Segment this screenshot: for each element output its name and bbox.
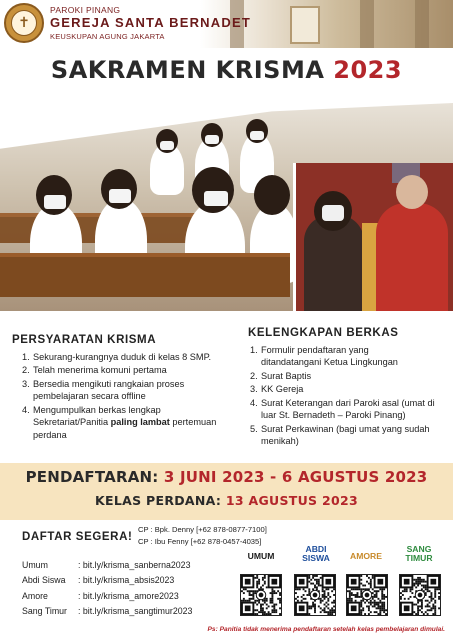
list-item: 3. Bersedia mengikuti rangkaian proses pembelajaran secara offline xyxy=(22,378,185,402)
list-item: 4. Mengumpulkan berkas lengkap Sekretariat/Panitia paling lambat pertemuan perdana xyxy=(22,404,217,440)
link-amore[interactable]: : bit.ly/krisma_amore2023 xyxy=(78,590,179,601)
page-title xyxy=(0,56,453,84)
list-item: 1. Sekurang-kurangnya duduk di kelas 8 SMP. xyxy=(22,352,212,362)
qr-label-umum: UMUM xyxy=(247,551,275,561)
link-umum[interactable]: : bit.ly/krisma_sanberna2023 xyxy=(78,559,191,570)
registration-period: PENDAFTARAN: 3 JUNI 2023 - 6 AGUSTUS 2023 xyxy=(25,468,428,486)
qr-label-amore: AMORE xyxy=(350,551,382,561)
kelengkapan-list xyxy=(250,344,448,448)
registration-links xyxy=(22,557,192,619)
title-main: SAKRAMEN KRISMA xyxy=(50,56,325,84)
church-name: GEREJA SANTA BERNADET xyxy=(50,15,251,30)
register-now-heading: DAFTAR SEGERA! xyxy=(22,531,133,543)
list-item: 1. Formulir pendaftaran yang ditandatangani Ketua Lingkungan xyxy=(250,345,398,368)
link-abdi-siswa[interactable]: : bit.ly/krisma_absis2023 xyxy=(78,575,175,586)
qr-code-abdi-siswa[interactable] xyxy=(294,574,336,616)
bishop-anointing-photo xyxy=(293,163,453,311)
contact-person-2: CP : Ibu Fenny [+62 878-0457-4035] xyxy=(138,537,262,546)
archdiocese-name: KEUSKUPAN AGUNG JAKARTA xyxy=(50,32,165,41)
qr-code-sang-timur[interactable] xyxy=(399,574,441,616)
link-sang-timur[interactable]: : bit.ly/krisma_sangtimur2023 xyxy=(78,606,193,617)
title-year: 2023 xyxy=(333,56,403,84)
qr-code-umum[interactable] xyxy=(240,574,282,616)
list-item: 2. Telah menerima komuni pertama xyxy=(22,365,167,376)
persyaratan-list xyxy=(22,351,237,442)
contact-person-1: CP : Bpk. Denny [+62 878-0877-7100] xyxy=(138,525,267,534)
qr-label-abdi-siswa: ABDI SISWA xyxy=(302,544,330,564)
first-class-date: KELAS PERDANA: 13 AGUSTUS 2023 xyxy=(95,493,358,508)
list-item: 3. KK Gereja xyxy=(250,384,304,395)
list-item: 2. Surat Baptis xyxy=(250,370,312,381)
parish-name: PAROKI PINANG xyxy=(50,5,121,15)
qr-label-sang-timur: SANG TIMUR xyxy=(405,544,433,564)
header-banner xyxy=(0,0,453,48)
registration-dates: 3 JUNI 2023 - 6 AGUSTUS 2023 xyxy=(163,468,428,486)
qr-code-amore[interactable] xyxy=(346,574,388,616)
link-row-umum: Umum : bit.ly/krisma_sanberna2023 xyxy=(22,559,191,570)
list-item: 5. Surat Perkawinan (bagi umat yang sudah menikah) xyxy=(250,423,430,446)
link-row-amore: Amore : bit.ly/krisma_amore2023 xyxy=(22,590,179,601)
footnote: Ps: Panitia tidak menerima pendaftaran setelah kelas pembelajaran dimulai. xyxy=(207,626,445,633)
link-row-sang-timur: Sang Timur : bit.ly/krisma_sangtimur2023 xyxy=(22,606,193,617)
list-item: 4. Surat Keterangan dari Paroki asal (umat di luar St. Bernadeth – Paroki Pinang) xyxy=(250,397,435,421)
link-row-abdi-siswa: Abdi Siswa : bit.ly/krisma_absis2023 xyxy=(22,575,175,586)
kelengkapan-heading: KELENGKAPAN BERKAS xyxy=(248,327,399,339)
parish-logo: ✝ xyxy=(4,3,44,43)
persyaratan-heading: PERSYARATAN KRISMA xyxy=(12,334,157,346)
confirmation-photo xyxy=(0,103,453,311)
